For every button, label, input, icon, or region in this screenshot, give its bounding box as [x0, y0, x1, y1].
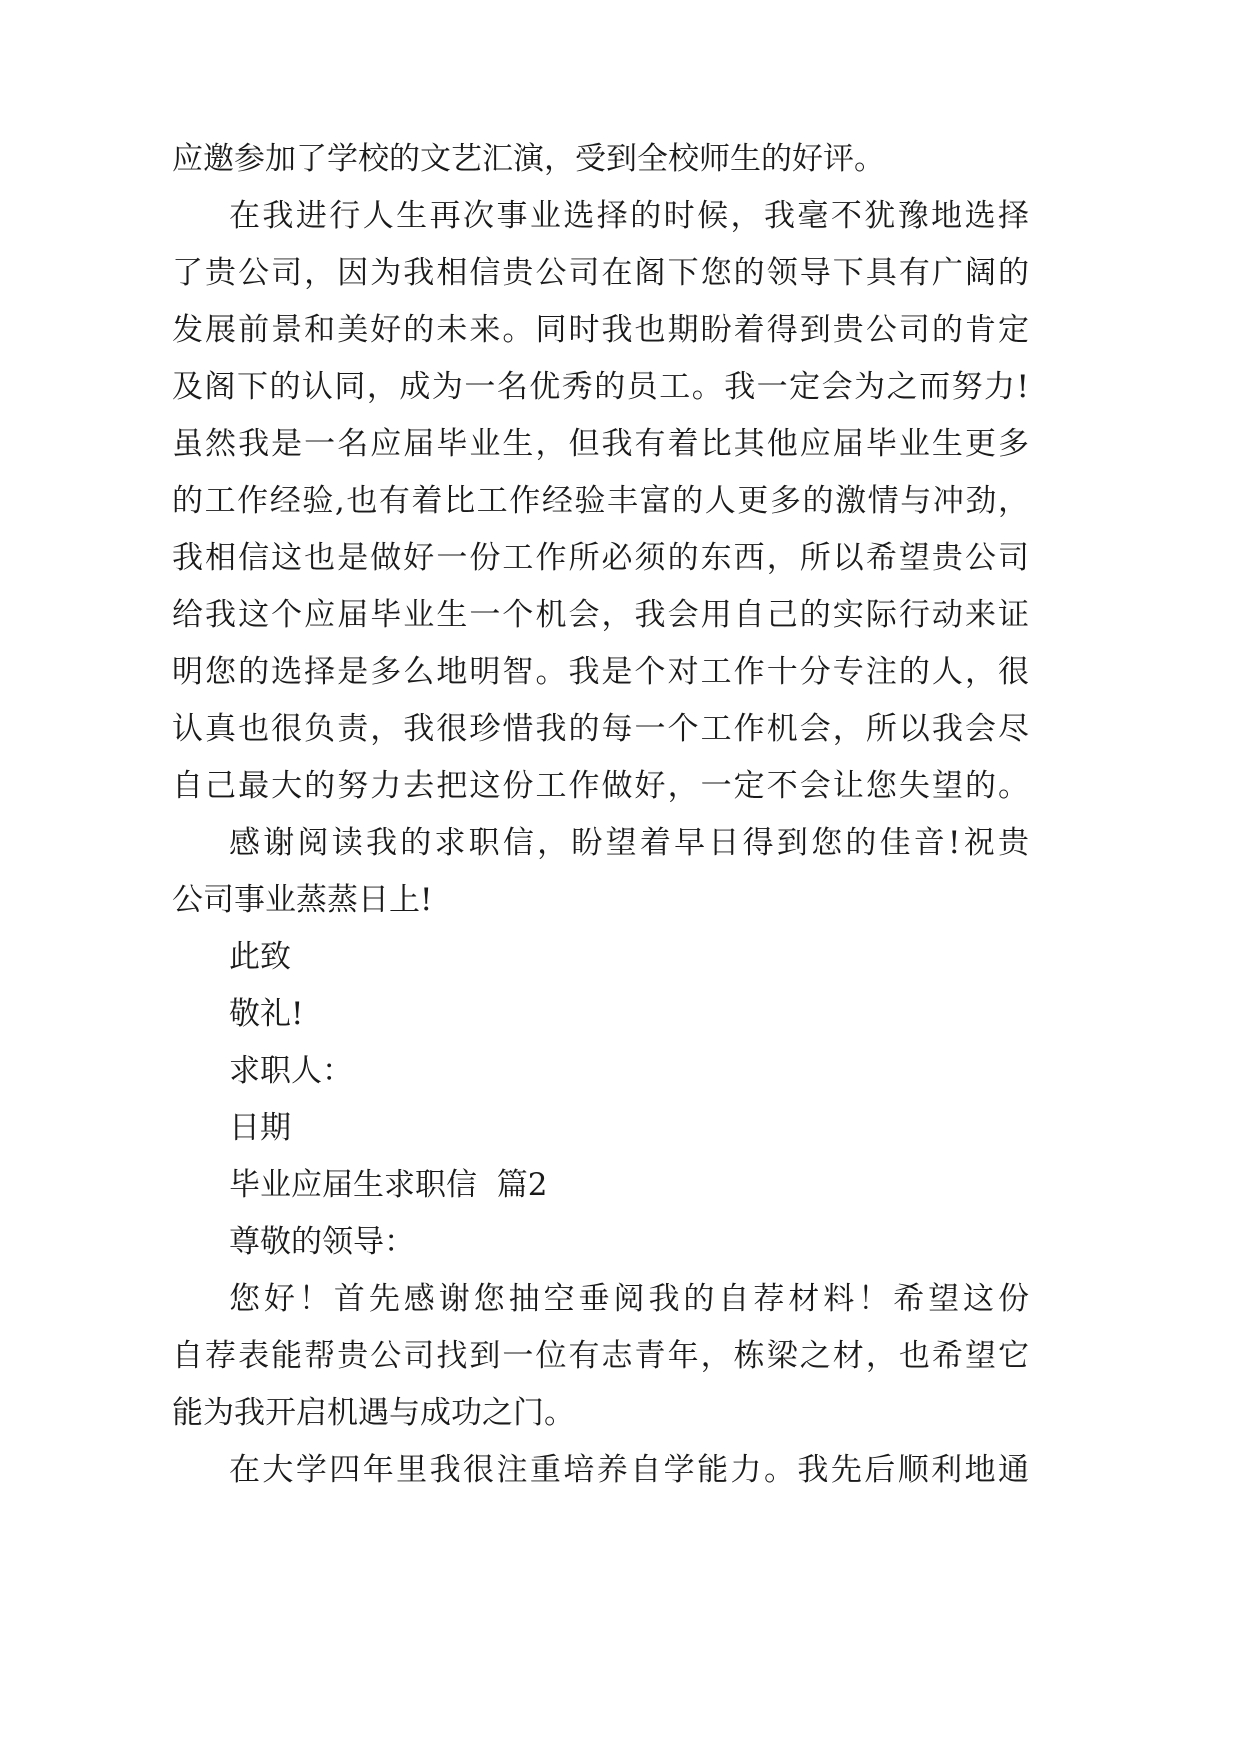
text-line: 在我进行人生再次事业选择的时候，我毫不犹豫地选择: [229, 198, 1029, 234]
text-line: 在大学四年里我很注重培养自学能力。我先后顺利地通: [229, 1452, 1029, 1488]
text-line: 求职人：: [229, 1053, 353, 1089]
text-line: 认真也很负责，我很珍惜我的每一个工作机会，所以我会尽: [172, 711, 1029, 747]
text-line: 尊敬的领导：: [229, 1224, 415, 1260]
text-line: 我相信这也是做好一份工作所必须的东西，所以希望贵公司: [172, 540, 1029, 576]
text-line: 及阁下的认同，成为一名优秀的员工。我一定会为之而努力!: [172, 369, 1029, 405]
text-line: 的工作经验,也有着比工作经验丰富的人更多的激情与冲劲，: [172, 483, 1029, 519]
text-line: 应邀参加了学校的文艺汇演，受到全校师生的好评。: [172, 141, 885, 177]
text-line: 感谢阅读我的求职信，盼望着早日得到您的佳音!祝贵: [229, 825, 1029, 861]
text-line: 您好！首先感谢您抽空垂阅我的自荐材料！希望这份: [229, 1281, 1029, 1317]
text-line: 公司事业蒸蒸日上!: [172, 882, 433, 918]
text-line: 敬礼!: [229, 996, 304, 1032]
text-line: 了贵公司，因为我相信贵公司在阁下您的领导下具有广阔的: [172, 255, 1029, 291]
text-line: 日期: [229, 1110, 291, 1146]
text-line: 发展前景和美好的未来。同时我也期盼着得到贵公司的肯定: [172, 312, 1029, 348]
text-line: 明您的选择是多么地明智。我是个对工作十分专注的人，很: [172, 654, 1029, 690]
text-line: 自己最大的努力去把这份工作做好，一定不会让您失望的。: [172, 768, 1029, 804]
text-line: 能为我开启机遇与成功之门。: [172, 1395, 575, 1431]
text-line: 自荐表能帮贵公司找到一位有志青年，栋梁之材，也希望它: [172, 1338, 1029, 1374]
text-line: 虽然我是一名应届毕业生，但我有着比其他应届毕业生更多: [172, 426, 1029, 462]
text-line: 此致: [229, 939, 291, 975]
section-heading: 毕业应届生求职信 篇2: [229, 1167, 548, 1203]
text-line: 给我这个应届毕业生一个机会，我会用自己的实际行动来证: [172, 597, 1029, 633]
